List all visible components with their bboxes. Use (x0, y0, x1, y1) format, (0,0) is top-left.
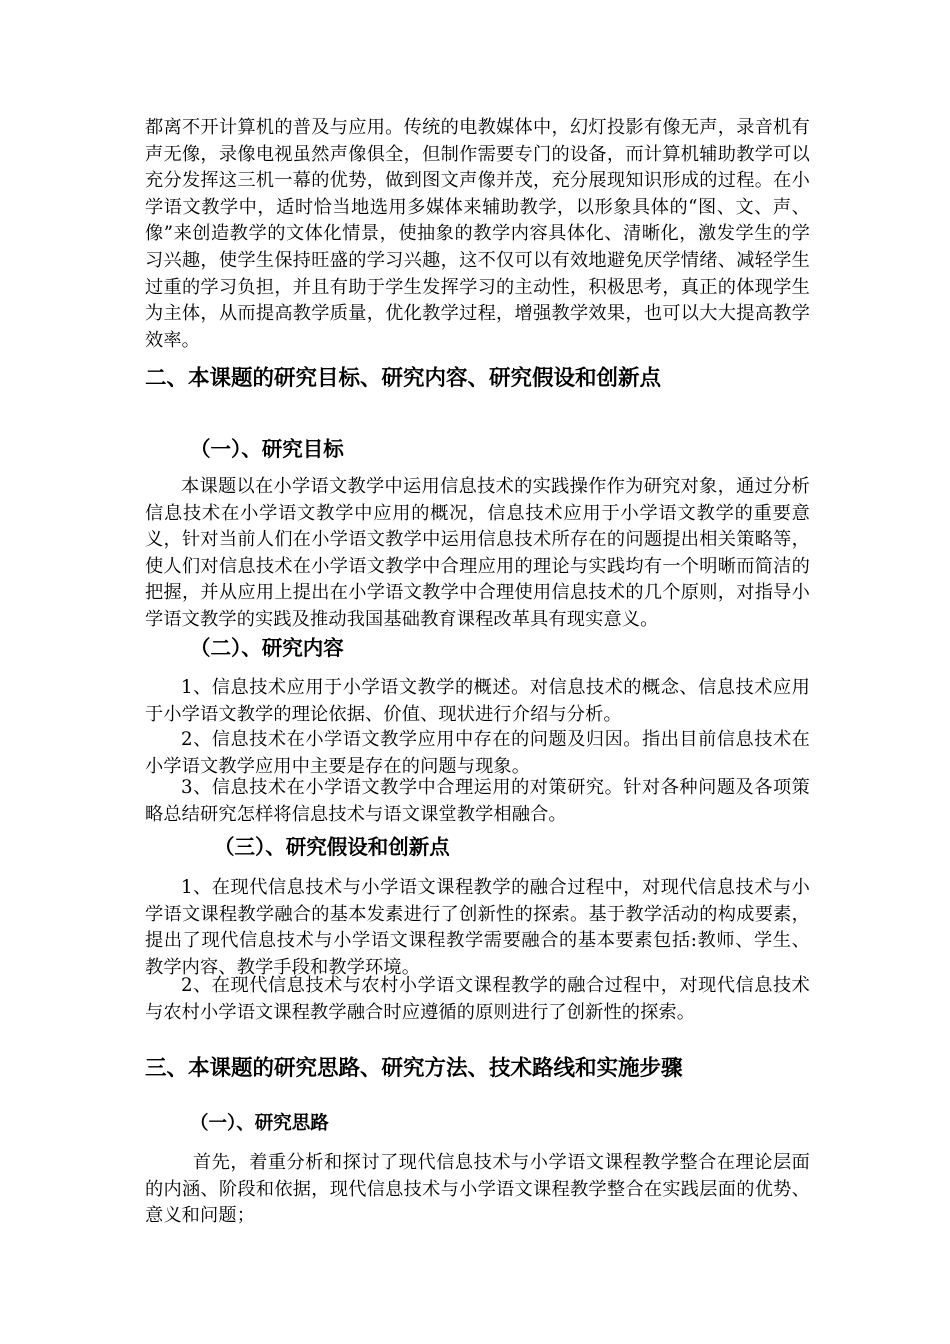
content-item-2: 2、信息技术在小学语文教学应用中存在的问题及归因。指出目前信息技术在小学语文教学应用中主要是存在的问题与现象。 (145, 729, 810, 777)
content-item-3: 3、信息技术在小学语文教学中合理运用的对策研究。针对各种问题及各项策略总结研究怎样将信息技术与语文课堂教学相融合。 (145, 777, 810, 825)
content-item-1: 1、信息技术应用于小学语文教学的概述。对信息技术的概念、信息技术应用于小学语文教学的理论依据、价值、现状进行介绍与分析。 (145, 677, 810, 725)
research-goal-paragraph: 本课题以在小学语文教学中运用信息技术的实践操作作为研究对象，通过分析信息技术在小学语文教学中应用的概况，信息技术应用于小学语文教学的重要意义，针对当前人们在小学语文教学中运用信息技术所存在的问题提出相关策略等，使人们对信息技术在小学语文教学中合理应用的理论与实践均有一个明晰而简洁的把握，并从应用上提出在小学语文教学中合理使用信息技术的几个原则，对指导小学语文教学的实践及推动我国基础教育课程改革具有现实意义。 (145, 476, 810, 630)
intro-paragraph: 都离不开计算机的普及与应用。传统的电教媒体中，幻灯投影有像无声，录音机有声无像，录像电视虽然声像俱全，但制作需要专门的设备，而计算机辅助教学可以充分发挥这三机一幕的优势，做到图文声像并茂，充分展现知识形成的过程。在小学语文教学中，适时恰当地选用多媒体来辅助教学，以形象具体的“图、文、声、像”来创造教学的文体化情景，使抽象的教学内容具体化、清晰化，激发学生的学习兴趣，使学生保持旺盛的学习兴趣，这不仅可以有效地避免厌学情绪、减轻学生过重的学习负担，并且有助于学生发挥学习的主动性，积极思考，真正的体现学生为主体，从而提高教学质量，优化教学过程，增强教学效果，也可以大大提高教学效率。 (145, 117, 810, 351)
research-content-title: （二）、研究内容 (190, 636, 344, 660)
section-2-heading: 二、本课题的研究目标、研究内容、研究假设和创新点 (145, 366, 662, 391)
section-3-heading: 三、本课题的研究思路、研究方法、技术路线和实施步骤 (145, 1056, 683, 1081)
hypothesis-item-1: 1、在现代信息技术与小学语文课程教学的融合过程中，对现代信息技术与小学语文课程教学融合的基本发素进行了创新性的探索。基于教学活动的构成要素，提出了现代信息技术与小学语文课程教学需要融合的基本要素包括:教师、学生、教学内容、教学手段和教学环境。 (145, 877, 810, 978)
hypothesis-title: （三）、研究假设和创新点 (214, 835, 450, 859)
research-goal-title: （一）、研究目标 (190, 437, 344, 461)
research-idea-title: （一）、研究思路 (190, 1113, 329, 1134)
research-idea-paragraph: 首先，着重分析和探讨了现代信息技术与小学语文课程教学整合在理论层面的内涵、阶段和依据，现代信息技术与小学语文课程教学整合在实践层面的优势、意义和问题； (145, 1152, 810, 1227)
hypothesis-item-2: 2、在现代信息技术与农村小学语文课程教学的融合过程中，对现代信息技术与农村小学语文课程教学融合时应遵循的原则进行了创新性的探索。 (145, 975, 810, 1023)
